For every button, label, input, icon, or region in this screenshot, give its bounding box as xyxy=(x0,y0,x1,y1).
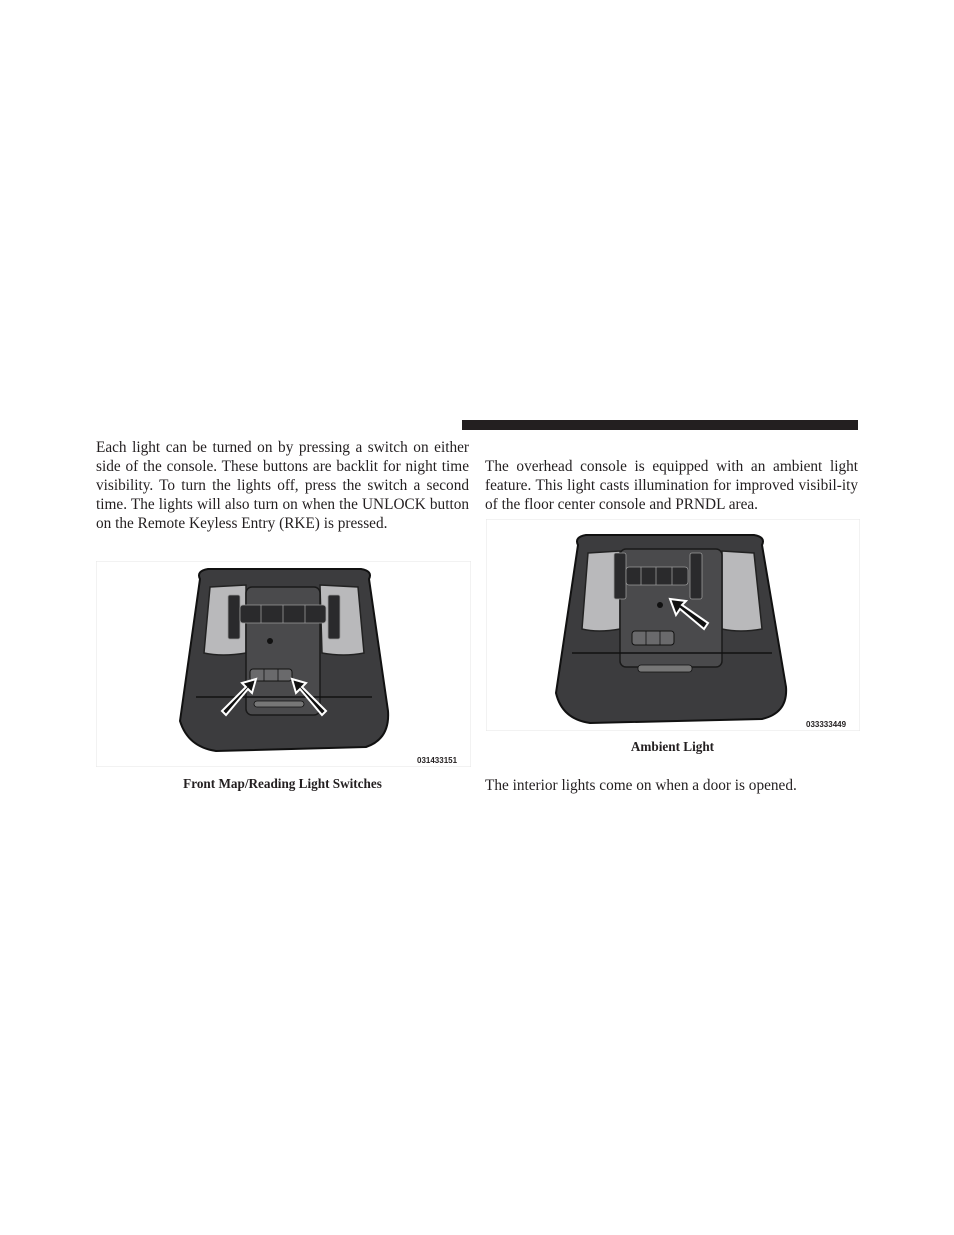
figure-id-code: 031433151 xyxy=(417,756,458,765)
section-header-bar xyxy=(462,420,858,430)
overhead-console-drawing xyxy=(486,519,860,731)
overhead-console-drawing xyxy=(96,561,471,767)
figure-id-code: 033333449 xyxy=(806,720,847,729)
body-paragraph-door-lights: The interior lights come on when a door is opened. xyxy=(485,777,797,794)
body-paragraph-ambient: The overhead console is equipped with an ambient light feature. This light casts illumination for improved visibil-ity of the floor center console and PRNDL area. xyxy=(485,458,858,514)
body-paragraph-rke: Each light can be turned on by pressing a switch on either side of the console. These buttons are backlit for night time visibility. To turn the lights off, press the switch a second time. The lights will also turn on when the UNLOCK button on the Remote Keyless Entry (RKE) is pressed. xyxy=(96,439,469,533)
figure-caption-ambient-light: Ambient Light xyxy=(630,739,715,754)
figure-caption-map-light: Front Map/Reading Light Switches xyxy=(183,776,382,791)
ambient-light-illustration xyxy=(486,519,860,731)
map-light-switches-illustration xyxy=(96,561,471,767)
